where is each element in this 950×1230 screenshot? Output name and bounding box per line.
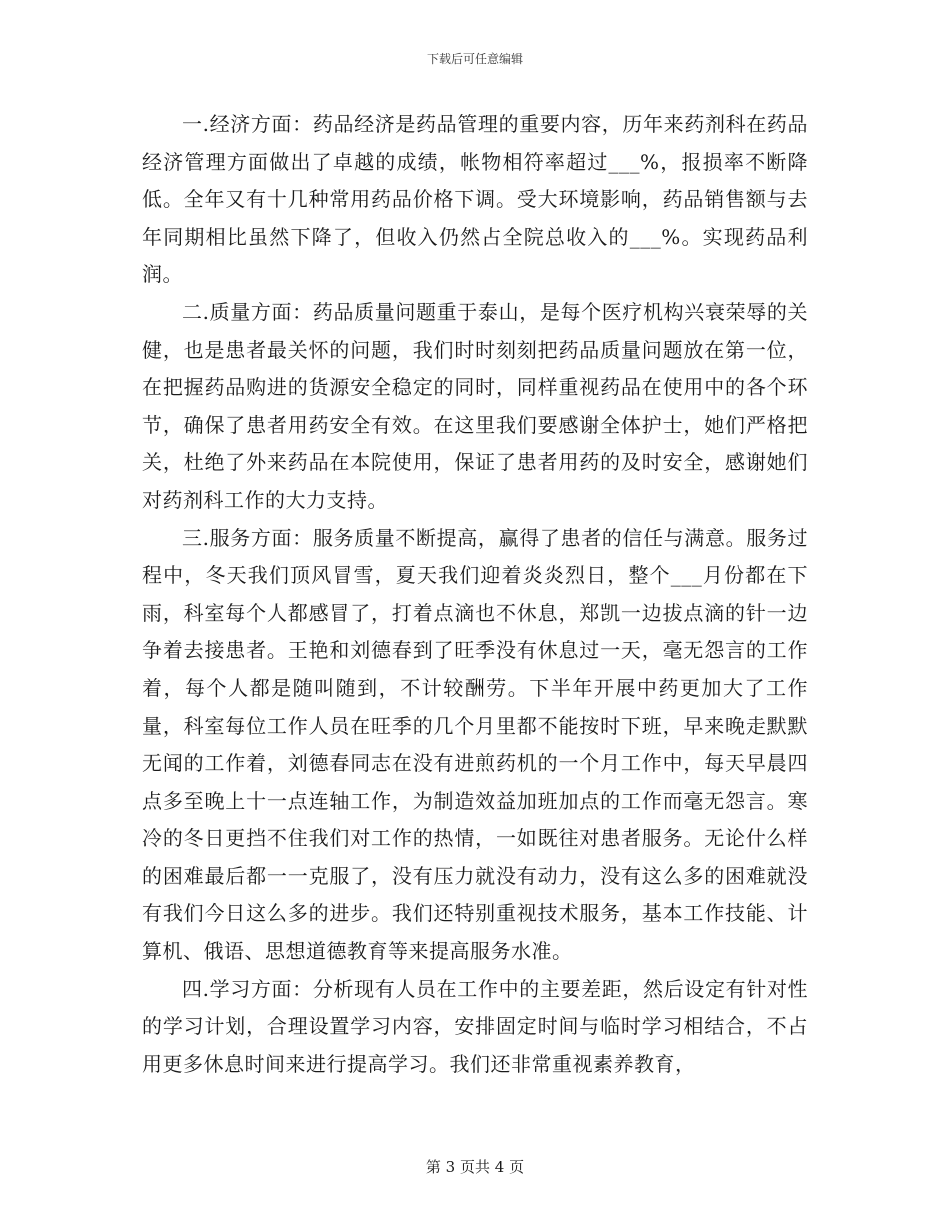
document-body	[142, 106, 808, 1083]
paragraph-quality: 二.质量方面：药品质量问题重于泰山，是每个医疗机构兴衰荣辱的关健，也是患者最关怀的问题，我们时时刻刻把药品质量问题放在第一位，在把握药品购进的货源安全稳定的同时，同样重视药品在使用中的各个环节，确保了患者用药安全有效。在这里我们要感谢全体护士，她们严格把关，杜绝了外来药品在本院使用，保证了患者用药的及时安全，感谢她们对药剂科工作的大力支持。	[142, 299, 808, 512]
page-number-footer: 第 3 页共 4 页	[425, 1158, 525, 1176]
paragraph-study: 四.学习方面：分析现有人员在工作中的主要差距，然后设定有针对性的学习计划，合理设置学习内容，安排固定时间与临时学习相结合，不占用更多休息时间来进行提高学习。我们还非常重视素养教育，	[142, 976, 808, 1076]
paragraph-service: 三.服务方面：服务质量不断提高，赢得了患者的信任与满意。服务过程中，冬天我们顶风冒雪，夏天我们迎着炎炎烈日，整个___月份都在下雨，科室每个人都感冒了，打着点滴也不休息，郑凯一边拔点滴的针一边争着去接患者。王艳和刘德春到了旺季没有休息过一天，毫无怨言的工作着，每个人都是随叫随到，不计较酬劳。下半年开展中药更加大了工作量，科室每位工作人员在旺季的几个月里都不能按时下班，早来晚走默默无闻的工作着，刘德春同志在没有进煎药机的一个月工作中，每天早晨四点多至晚上十一点连轴工作，为制造效益加班加点的工作而毫无怨言。寒冷的冬日更挡不住我们对工作的热情，一如既往对患者服务。无论什么样的困难最后都一一克服了，没有压力就没有动力，没有这么多的困难就没有我们今日这么多的进步。我们还特别重视技术服务，基本工作技能、计算机、俄语、思想道德教育等来提高服务水准。	[142, 525, 808, 964]
page-header-note: 下载后可任意编辑	[426, 52, 523, 66]
paragraph-economy: 一.经济方面：药品经济是药品管理的重要内容，历年来药剂科在药品经济管理方面做出了卓越的成绩，帐物相符率超过___%，报损率不断降低。全年又有十几种常用药品价格下调。受大环境影响，药品销售额与去年同期相比虽然下降了，但收入仍然占全院总收入的___%。实现药品利润。	[142, 112, 808, 287]
